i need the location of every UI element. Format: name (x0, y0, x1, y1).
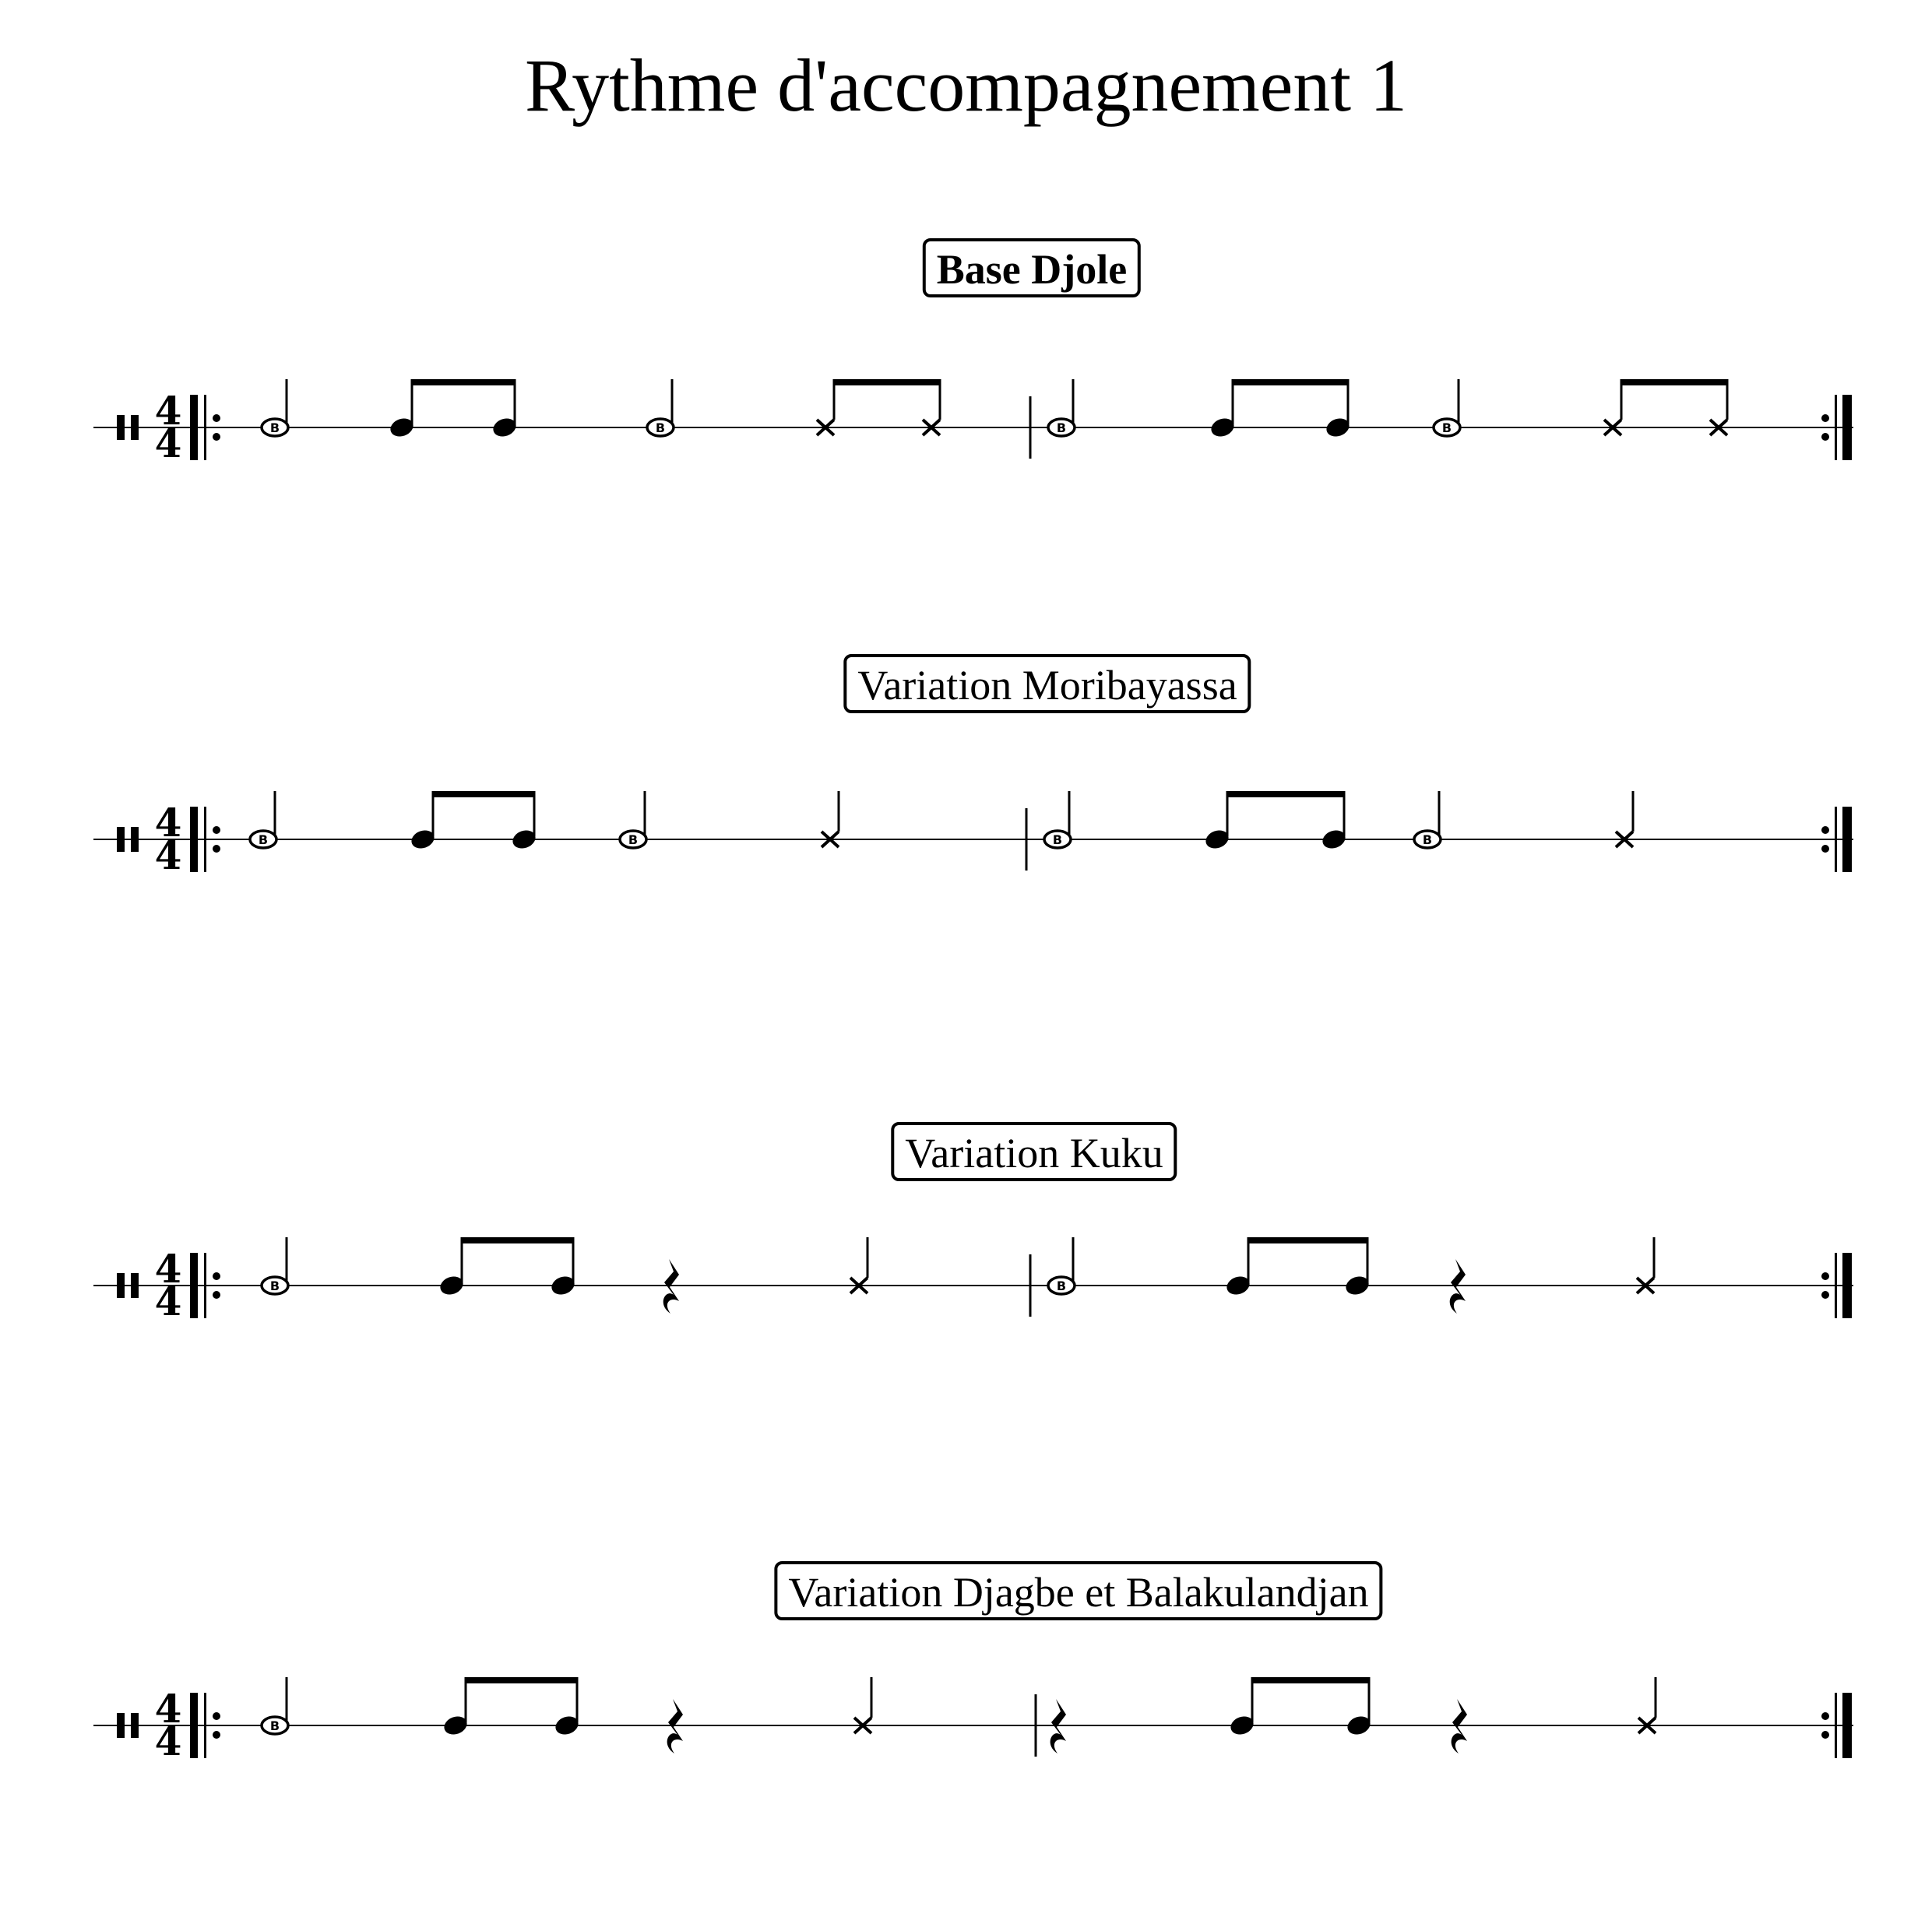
repeat-dot (1821, 1731, 1829, 1739)
end-repeat-thin-bar (1835, 395, 1837, 460)
repeat-dot (1821, 1272, 1829, 1280)
percussion-clef (117, 1273, 125, 1298)
time-signature-denominator: 4 (154, 832, 182, 878)
bar-line (1029, 396, 1032, 459)
eighth-beam (465, 1677, 579, 1683)
eighth-beam (461, 1237, 575, 1243)
eighth-beam (1251, 1677, 1371, 1683)
start-repeat-thick-bar (190, 395, 198, 460)
repeat-dot (213, 826, 220, 834)
bass-letter: B (269, 420, 280, 435)
bar-line (1029, 1254, 1032, 1317)
repeat-dot (1821, 414, 1829, 422)
bass-letter: B (1056, 420, 1067, 435)
percussion-clef (117, 1713, 125, 1738)
bass-letter: B (1441, 420, 1452, 435)
bar-line (1026, 808, 1028, 871)
repeat-dot (1821, 1712, 1829, 1720)
time-signature-numerator: 4 (154, 1686, 182, 1732)
start-repeat-thick-bar (190, 807, 198, 872)
repeat-dot (213, 1272, 220, 1280)
end-repeat-thin-bar (1835, 807, 1837, 872)
eighth-beam (1248, 1237, 1369, 1243)
bar-line (1035, 1694, 1037, 1757)
repeat-dot (213, 414, 220, 422)
percussion-clef (131, 827, 139, 852)
bass-letter: B (628, 832, 639, 847)
end-repeat-thick-bar (1842, 807, 1852, 872)
start-repeat-thick-bar (190, 1693, 198, 1758)
rhythm-label: Variation Djagbe et Balakulandjan (774, 1561, 1382, 1620)
rhythm-staff (93, 791, 1853, 878)
repeat-dot (213, 1712, 220, 1720)
bass-letter: B (1056, 1279, 1067, 1293)
rhythm-staff (93, 379, 1853, 466)
time-signature-denominator: 4 (154, 420, 182, 466)
eighth-beam (1232, 379, 1350, 385)
time-signature-numerator: 4 (154, 1246, 182, 1292)
bass-letter: B (269, 1279, 280, 1293)
rhythm-label: Variation Kuku (891, 1122, 1177, 1181)
bass-letter: B (655, 420, 666, 435)
end-repeat-thick-bar (1842, 1693, 1852, 1758)
repeat-dot (213, 433, 220, 441)
percussion-clef (131, 1713, 139, 1738)
repeat-dot (213, 1731, 220, 1739)
time-signature-numerator: 4 (154, 800, 182, 846)
page-title: Rythme d'accompagnement 1 (524, 44, 1408, 127)
start-repeat-thin-bar (204, 807, 206, 872)
time-signature-numerator: 4 (154, 388, 182, 434)
repeat-dot (1821, 826, 1829, 834)
repeat-dot (213, 1291, 220, 1299)
rhythm-label: Base Djole (923, 238, 1141, 297)
time-signature-denominator: 4 (154, 1718, 182, 1764)
repeat-dot (1821, 845, 1829, 853)
rhythm-staff (93, 1677, 1853, 1764)
time-signature-denominator: 4 (154, 1279, 182, 1324)
start-repeat-thin-bar (204, 1693, 206, 1758)
bass-letter: B (1052, 832, 1063, 847)
bass-letter: B (258, 832, 269, 847)
repeat-dot (1821, 433, 1829, 441)
start-repeat-thick-bar (190, 1253, 198, 1318)
bass-letter: B (1422, 832, 1433, 847)
repeat-dot (1821, 1291, 1829, 1299)
percussion-clef (131, 1273, 139, 1298)
eighth-beam (1621, 379, 1729, 385)
percussion-clef (131, 415, 139, 440)
start-repeat-thin-bar (204, 1253, 206, 1318)
end-repeat-thin-bar (1835, 1253, 1837, 1318)
end-repeat-thin-bar (1835, 1693, 1837, 1758)
repeat-dot (213, 845, 220, 853)
end-repeat-thick-bar (1842, 395, 1852, 460)
bass-letter: B (269, 1718, 280, 1733)
start-repeat-thin-bar (204, 395, 206, 460)
rhythm-staff (93, 1237, 1853, 1324)
end-repeat-thick-bar (1842, 1253, 1852, 1318)
eighth-beam (432, 791, 536, 797)
percussion-clef (117, 827, 125, 852)
eighth-beam (411, 379, 516, 385)
eighth-beam (1226, 791, 1346, 797)
percussion-clef (117, 415, 125, 440)
eighth-beam (833, 379, 941, 385)
rhythm-label: Variation Moribayassa (843, 654, 1251, 713)
